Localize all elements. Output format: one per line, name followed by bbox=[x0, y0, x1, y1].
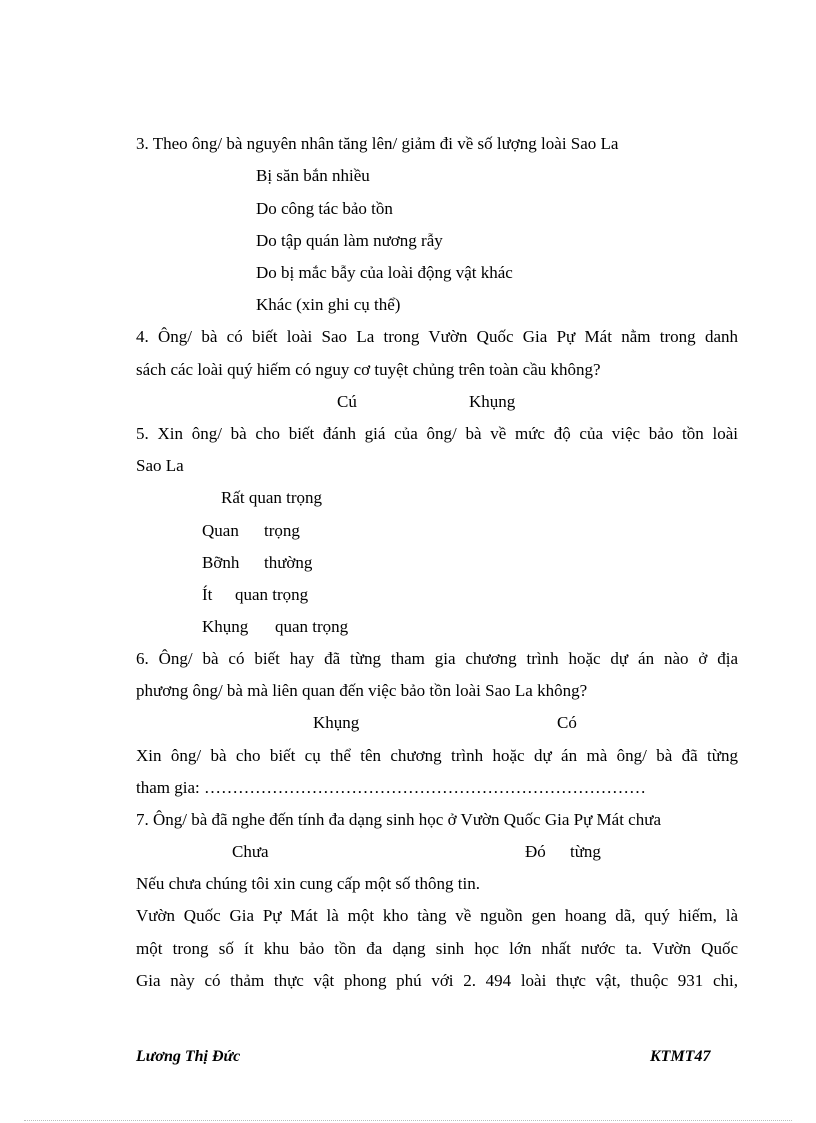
q3-option-2: Do công tác bảo tồn bbox=[256, 199, 393, 218]
q5-option-4b: quan trọng bbox=[235, 585, 309, 604]
q5-option-5a: Khụng bbox=[202, 617, 249, 636]
q5-question-line1: 5. Xin ông/ bà cho biết đánh giá của ông/ bà về mức độ của việc bảo tồn loài bbox=[136, 424, 738, 443]
q3-option-4: Do bị mắc bẫy của loài động vật khác bbox=[256, 263, 513, 282]
q6-option-yes: Có bbox=[557, 713, 577, 732]
q7-option-yes-a: Đó bbox=[525, 842, 546, 861]
q6-followup-line1: Xin ông/ bà cho biết cụ thể tên chương trình hoặc dự án mà ông/ bà đã từng bbox=[136, 746, 738, 765]
q5-option-5b: quan trọng bbox=[275, 617, 349, 636]
q6-question-line2: phương ông/ bà mà liên quan đến việc bảo tồn loài Sao La không? bbox=[136, 681, 588, 700]
footer-code: KTMT47 bbox=[650, 1048, 711, 1065]
q4-question-line2: sách các loài quý hiếm có nguy cơ tuyệt chủng trên toàn cầu không? bbox=[136, 360, 601, 379]
q5-option-3b: thường bbox=[264, 553, 313, 572]
q6-followup-line2: tham gia: …………………………………………………………………… bbox=[136, 778, 646, 797]
q6-option-no: Khụng bbox=[313, 713, 360, 732]
q5-option-3a: Bỡnh bbox=[202, 553, 240, 572]
q7-option-no: Chưa bbox=[232, 842, 269, 861]
q5-question-line2: Sao La bbox=[136, 456, 184, 475]
info-paragraph-line2: một trong số ít khu bảo tồn đa dạng sinh học lớn nhất nước ta. Vườn Quốc bbox=[136, 939, 738, 958]
q5-option-2a: Quan bbox=[202, 521, 239, 540]
q6-question-line1: 6. Ông/ bà có biết hay đã từng tham gia chương trình hoặc dự án nào ở địa bbox=[136, 649, 738, 668]
q4-question-line1: 4. Ông/ bà có biết loài Sao La trong Vườn Quốc Gia Pự Mát nằm trong danh bbox=[136, 327, 738, 346]
q3-question: 3. Theo ông/ bà nguyên nhân tăng lên/ giảm đi về số lượng loài Sao La bbox=[136, 134, 619, 153]
q7-question: 7. Ông/ bà đã nghe đến tính đa dạng sinh học ở Vườn Quốc Gia Pự Mát chưa bbox=[136, 810, 661, 829]
footer-author: Lương Thị Đức bbox=[136, 1048, 241, 1065]
q5-option-1: Rất quan trọng bbox=[221, 488, 323, 507]
page-bottom-rule bbox=[24, 1120, 792, 1121]
q3-option-3: Do tập quán làm nương rẫy bbox=[256, 231, 443, 250]
q4-option-no: Khụng bbox=[469, 392, 516, 411]
q3-option-5: Khác (xin ghi cụ thể) bbox=[256, 295, 401, 314]
q7-option-yes-b: từng bbox=[570, 842, 601, 861]
q3-option-1: Bị săn bắn nhiều bbox=[256, 166, 370, 185]
info-paragraph-line1: Vườn Quốc Gia Pự Mát là một kho tàng về nguồn gen hoang dã, quý hiếm, là bbox=[136, 906, 738, 925]
info-paragraph-line3: Gia này có thảm thực vật phong phú với 2. 494 loài thực vật, thuộc 931 chi, bbox=[136, 971, 738, 990]
info-intro: Nếu chưa chúng tôi xin cung cấp một số thông tin. bbox=[136, 874, 480, 893]
q5-option-4a: Ít bbox=[202, 585, 213, 604]
q5-option-2b: trọng bbox=[264, 521, 300, 540]
q4-option-yes: Cú bbox=[337, 392, 357, 411]
